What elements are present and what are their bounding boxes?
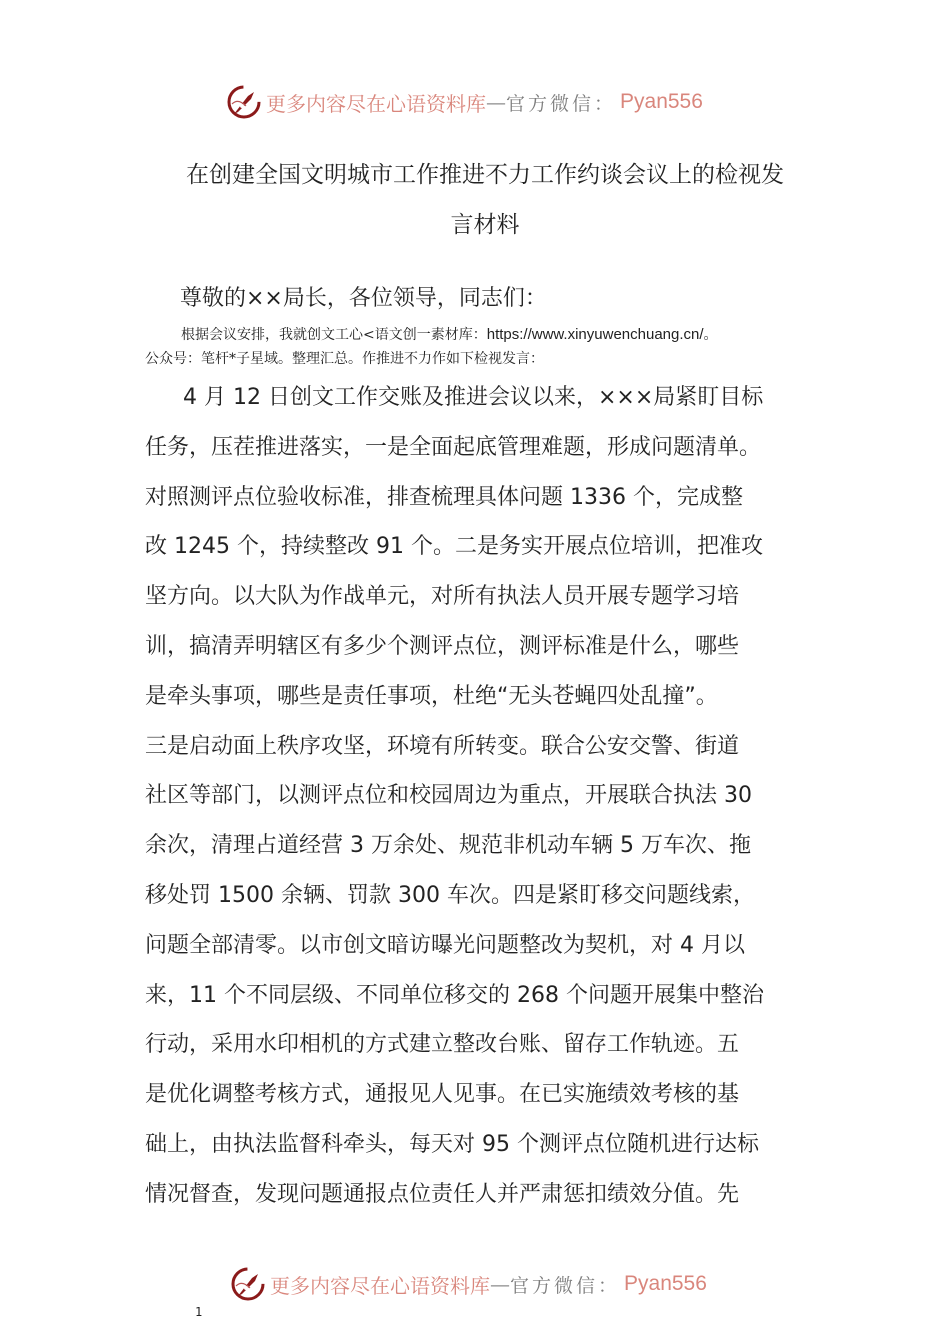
page-number: 1 bbox=[195, 1305, 203, 1319]
watermark-wechat-label: 官方微信： bbox=[510, 1274, 621, 1297]
body-line: 行动，采用水印相机的方式建立整改台账、留存工作轨迹。五 bbox=[145, 1032, 740, 1058]
body-line: 训，搞清弄明辖区有多少个测评点位，测评标准是什么，哪些 bbox=[145, 633, 740, 659]
inserted-note bbox=[145, 323, 825, 371]
body-line: 是优化调整考核方式，通报见人见事。在已实施绩效考核的基 bbox=[145, 1082, 740, 1108]
body-line: 对照测评点位验收标准，排查梳理具体问题 1336 个，完成整 bbox=[145, 484, 743, 510]
body-line: 础上，由执法监督科牵头，每天对 95 个测评点位随机进行达标 bbox=[145, 1131, 759, 1157]
watermark-account-id: Pyan556 bbox=[620, 90, 703, 113]
body-line: 来，11 个不同层级、不同单位移交的 268 个问题开展集中整治 bbox=[145, 982, 764, 1008]
watermark-dash: — bbox=[490, 1272, 510, 1296]
body-paragraph bbox=[145, 373, 810, 1220]
body-line: 改 1245 个，持续整改 91 个。二是务实开展点位培训，把准攻 bbox=[145, 534, 763, 560]
quill-pen-logo-icon bbox=[226, 84, 262, 120]
document-title-line-2: 言材料 bbox=[450, 212, 520, 238]
watermark-wechat-label: 官方微信： bbox=[506, 92, 617, 115]
body-line: 余次，清理占道经营 3 万余处、规范非机动车辆 5 万车次、拖 bbox=[145, 833, 751, 859]
body-line: 问题全部清零。以市创文暗访曝光问题整改为契机，对 4 月以 bbox=[145, 932, 745, 958]
body-line: 是牵头事项，哪些是责任事项，杜绝“无头苍蝇四处乱撞”。 bbox=[145, 683, 718, 709]
footer-watermark bbox=[0, 1266, 950, 1306]
note-text-part2: 。 bbox=[703, 327, 718, 343]
body-line: 情况督查，发现问题通报点位责任人并严肃惩扣绩效分值。先 bbox=[145, 1181, 740, 1207]
body-line: 移处罚 1500 余辆、罚款 300 车次。四是紧盯移交问题线索， bbox=[145, 882, 755, 908]
note-text-part1: 根据会议安排，我就创文工心<语文创一素材库： bbox=[181, 327, 487, 343]
note-text-line2: 公众号：笔杆*子星域。整理汇总。作推进不力作如下检视发言： bbox=[145, 351, 544, 367]
quill-pen-logo-icon bbox=[230, 1266, 266, 1302]
body-line: 社区等部门，以测评点位和校园周边为重点，开展联合执法 30 bbox=[145, 783, 752, 809]
watermark-account-id: Pyan556 bbox=[624, 1272, 707, 1295]
watermark-promo-text: 更多内容尽在心语资料库 bbox=[266, 91, 486, 116]
watermark-dash: — bbox=[486, 90, 506, 114]
salutation: 尊敬的××局长，各位领导，同志们： bbox=[180, 286, 547, 311]
watermark-promo-text: 更多内容尽在心语资料库 bbox=[270, 1273, 490, 1298]
note-url-link[interactable]: https://www.xinyuwenchuang.cn/ bbox=[486, 326, 704, 343]
header-watermark bbox=[0, 84, 950, 124]
body-line: 坚方向。以大队为作战单元，对所有执法人员开展专题学习培 bbox=[145, 584, 740, 610]
body-line: 4 月 12 日创文工作交账及推进会议以来，×××局紧盯目标 bbox=[183, 385, 764, 410]
document-title-line-1: 在创建全国文明城市工作推进不力工作约谈会议上的检视发 bbox=[186, 162, 784, 188]
body-line: 三是启动面上秩序攻坚，环境有所转变。联合公安交警、街道 bbox=[145, 733, 740, 759]
body-line: 任务，压茬推进落实，一是全面起底管理难题，形成问题清单。 bbox=[145, 434, 762, 460]
